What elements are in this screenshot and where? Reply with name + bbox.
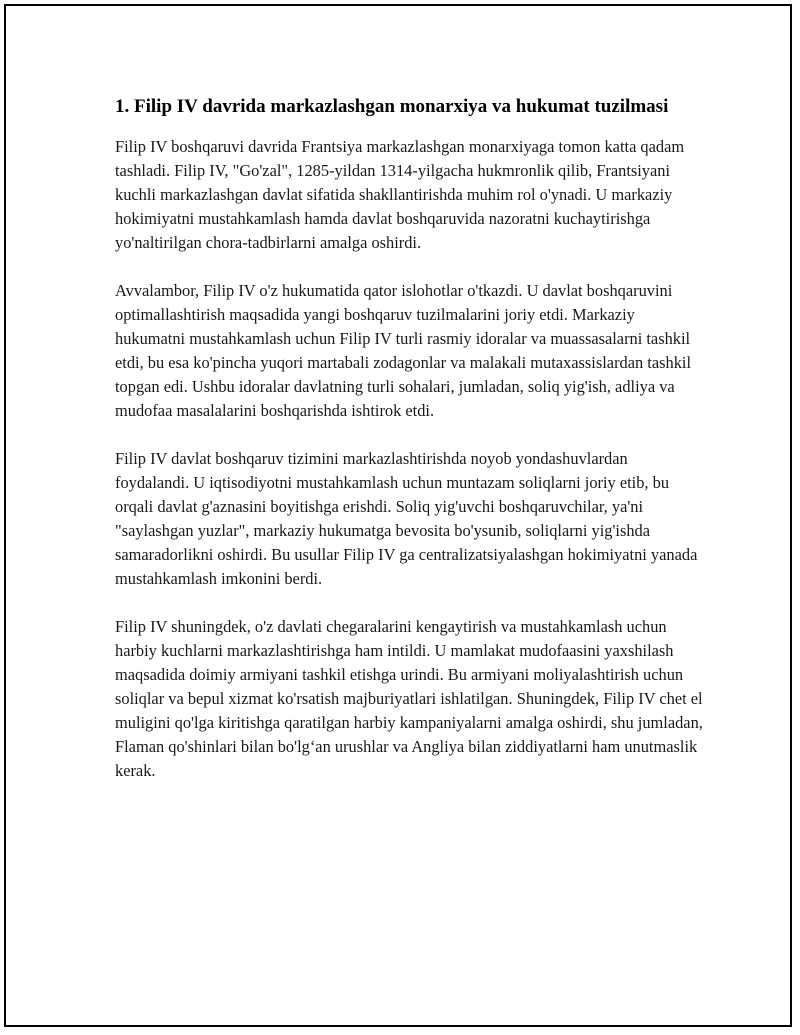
paragraph-3: Filip IV davlat boshqaruv tizimini markazlashtirishda noyob yondashuvlardan foydalandi. U iqtisodiyotni mustahkamlash uchun muntazam soliqlarni joriy etib, bu orqali davlat g'aznasini boyitishga erishdi. Soliq yig'uvchi boshqaruvchilar, ya'ni "saylashgan yuzlar", markaziy hukumatga bevosita bo'ysunib, soliqlarni yig'ishda samaradorlikni oshirdi. Bu usullar Filip IV ga centralizatsiyalashgan hokimiyatni yanada mustahkamlash imkonini berdi. — [115, 449, 698, 588]
section-heading: 1. Filip IV davrida markazlashgan monarxiya va hukumat tuzilmasi — [115, 96, 669, 117]
paragraph-1: Filip IV boshqaruvi davrida Frantsiya markazlashgan monarxiyaga tomon katta qadam tashladi. Filip IV, "Go'zal", 1285-yildan 1314-yilgacha hukmronlik qilib, Frantsiyani kuchli markazlashgan davlat sifatida shakllantirishda muhim rol o'ynadi. U markaziy hokimiyatni mustahkamlash hamda davlat boshqaruvida nazoratni kuchaytirishga yo'naltirilgan chora-tadbirlarni amalga oshirdi. — [115, 137, 685, 252]
paragraph-4: Filip IV shuningdek, o'z davlati chegaralarini kengaytirish va mustahkamlash uchun harbiy kuchlarni markazlashtirishga ham intildi. U mamlakat mudofaasini yaxshilash maqsadida doimiy armiyani tashkil etishga urindi. Bu armiyani moliyalashtirish uchun soliqlar va bepul xizmat ko'rsatish majburiyatlari ishlatilgan. Shuningdek, Filip IV chet el muligini qo'lga kiritishga qaratilgan harbiy kampaniyalarni amalga oshirdi, shu jumladan, Flaman qo'shinlari bilan bo'lg‘an urushlar va Angliya bilan ziddiyatlarni ham unutmaslik kerak. — [115, 617, 703, 780]
document-body — [115, 93, 705, 807]
paragraph-2: Avvalambor, Filip IV o'z hukumatida qator islohotlar o'tkazdi. U davlat boshqaruvini optimallashtirish maqsadida yangi boshqaruv tuzilmalarini joriy etdi. Markaziy hukumatni mustahkamlash uchun Filip IV turli rasmiy idoralar va muassasalarni tashkil etdi, bu esa ko'pincha yuqori martabali zodagonlar va malakali mutaxassislardan tashkil topgan edi. Ushbu idoralar davlatning turli sohalari, jumladan, soliq yig'ish, adliya va mudofaa masalalarini boshqarishda ishtirok etdi. — [115, 281, 691, 420]
